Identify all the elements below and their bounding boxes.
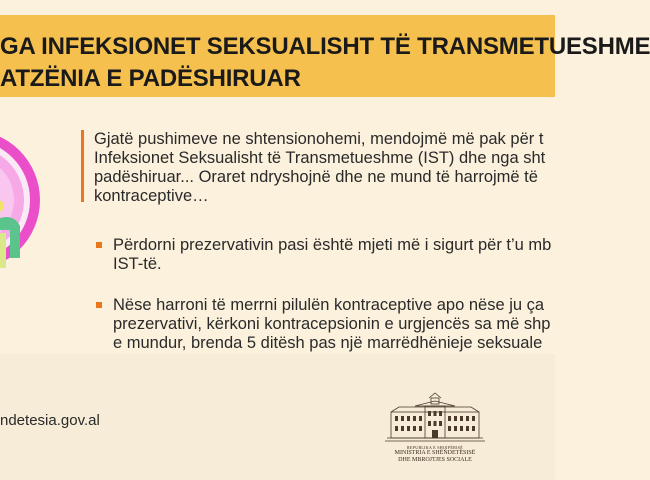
bullet-2-line-2: prezervativi, kërkoni kontracepsionin e urgjencës sa më shp [113, 315, 551, 333]
bullet-1-line-2: IST-të. [113, 255, 162, 273]
logo-caption-top: REPUBLIKA E SHQIPËRISË [407, 445, 463, 450]
bullet-square-icon [96, 242, 102, 248]
bullet-1-line-1: Përdorni prezervativin pasi është mjeti më i sigurt për t’u mb [113, 236, 552, 254]
title-banner [0, 15, 650, 97]
intro-paragraph [81, 130, 568, 205]
intro-line-3: padëshiruar... Oraret ndryshojnë dhe ne mund të harrojmë të [94, 168, 538, 186]
top-strip [0, 0, 555, 14]
website-link[interactable]: ndetesia.gov.al [0, 412, 100, 429]
banner-title-line-1: GA INFEKSIONET SEKSUALISHT TË TRANSMETUESHME [0, 33, 650, 60]
ring-illustration [0, 108, 60, 308]
bullet-2-line-1: Nëse harroni të merrni pilulën kontraceptive apo nëse ju ça [113, 296, 545, 314]
intro-line-2: Infeksionet Seksualisht të Transmetueshme (IST) dhe nga sht [94, 149, 546, 167]
bullet-square-icon [96, 302, 102, 308]
banner-title-line-2: ATZËNIA E PADËSHIRUAR [0, 65, 301, 92]
intro-line-1: Gjatë pushimeve ne shtensionohemi, mendojmë më pak për t [94, 130, 544, 148]
logo-caption [385, 450, 485, 464]
logo-caption-line-2: DHE MBROJTJES SOCIALE [398, 457, 472, 463]
ministry-building-logo [385, 392, 485, 472]
intro-line-4: kontraceptive… [94, 187, 209, 205]
bullet-2-line-3: e mundur, brenda 5 ditësh pas një marrëdhënieje seksuale [113, 334, 543, 352]
logo-caption-line-1: MINISTRIA E SHËNDETËSISË [394, 450, 476, 456]
list-item [96, 236, 555, 274]
